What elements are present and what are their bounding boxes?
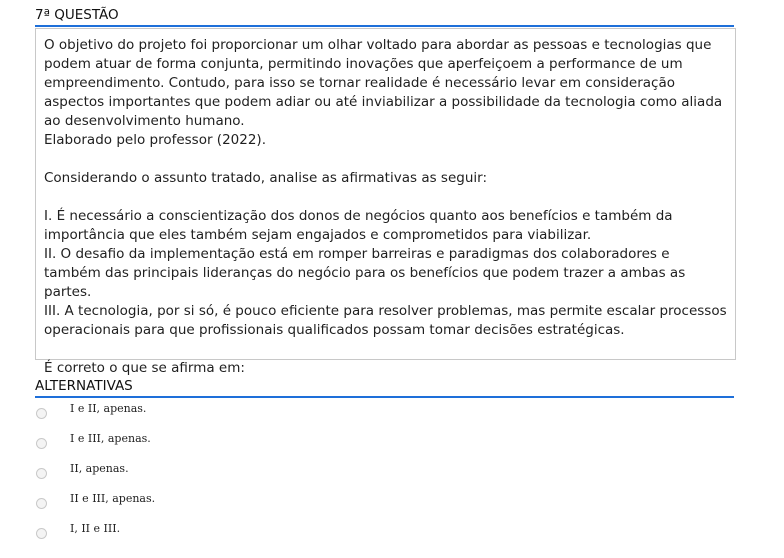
question-text-box [35, 28, 736, 376]
alternative-label[interactable]: I e III, apenas. [70, 432, 151, 445]
radio-button[interactable] [36, 528, 47, 539]
alternative-option[interactable] [35, 430, 734, 460]
alternative-option[interactable] [35, 460, 734, 490]
alternative-label[interactable]: I, II e III. [70, 522, 121, 535]
alternatives-list [35, 400, 734, 550]
radio-button[interactable] [36, 468, 47, 479]
question-context: O objetivo do projeto foi proporcionar um olhar voltado para abordar as pessoas e tecnologias que podem atuar de forma conjunta, permitindo inovações que aperfeiçoem a performance de um empreendimento. Contudo, para isso se tornar realidade é necessário levar em consideração aspectos importantes que podem adiar ou até inviabilizar a possibilidade da tecnologia como aliada ao desenvolvimento humano. [44, 37, 723, 129]
alternative-label[interactable]: I e II, apenas. [70, 402, 147, 415]
alternative-option[interactable] [35, 400, 734, 430]
question-header: 7ª QUESTÃO [35, 7, 734, 27]
statement-i: I. É necessário a conscientização dos donos de negócios quanto aos benefícios e também da importância que eles também sejam engajados e comprometidos para viabilizar. [44, 208, 673, 243]
alternative-option[interactable] [35, 490, 734, 520]
alternative-option[interactable] [35, 520, 734, 550]
statement-iii: III. A tecnologia, por si só, é pouco eficiente para resolver problemas, mas permite escalar processos operacionais para que profissionais qualificados possam tomar decisões estratégicas. [44, 303, 727, 338]
question-instruction: Considerando o assunto tratado, analise as afirmativas as seguir: [44, 170, 487, 186]
statement-ii: II. O desafio da implementação está em romper barreiras e paradigmas dos colaboradores e também das principais lideranças do negócio para os benefícios que podem trazer a ambas as partes. [44, 246, 686, 300]
alternative-label[interactable]: II e III, apenas. [70, 492, 156, 505]
question-prompt: É correto o que se afirma em: [44, 360, 245, 376]
alternatives-header: ALTERNATIVAS [35, 378, 734, 398]
alternative-label[interactable]: II, apenas. [70, 462, 129, 475]
radio-button[interactable] [36, 498, 47, 509]
radio-button[interactable] [36, 438, 47, 449]
radio-button[interactable] [36, 408, 47, 419]
question-source: Elaborado pelo professor (2022). [44, 132, 266, 148]
